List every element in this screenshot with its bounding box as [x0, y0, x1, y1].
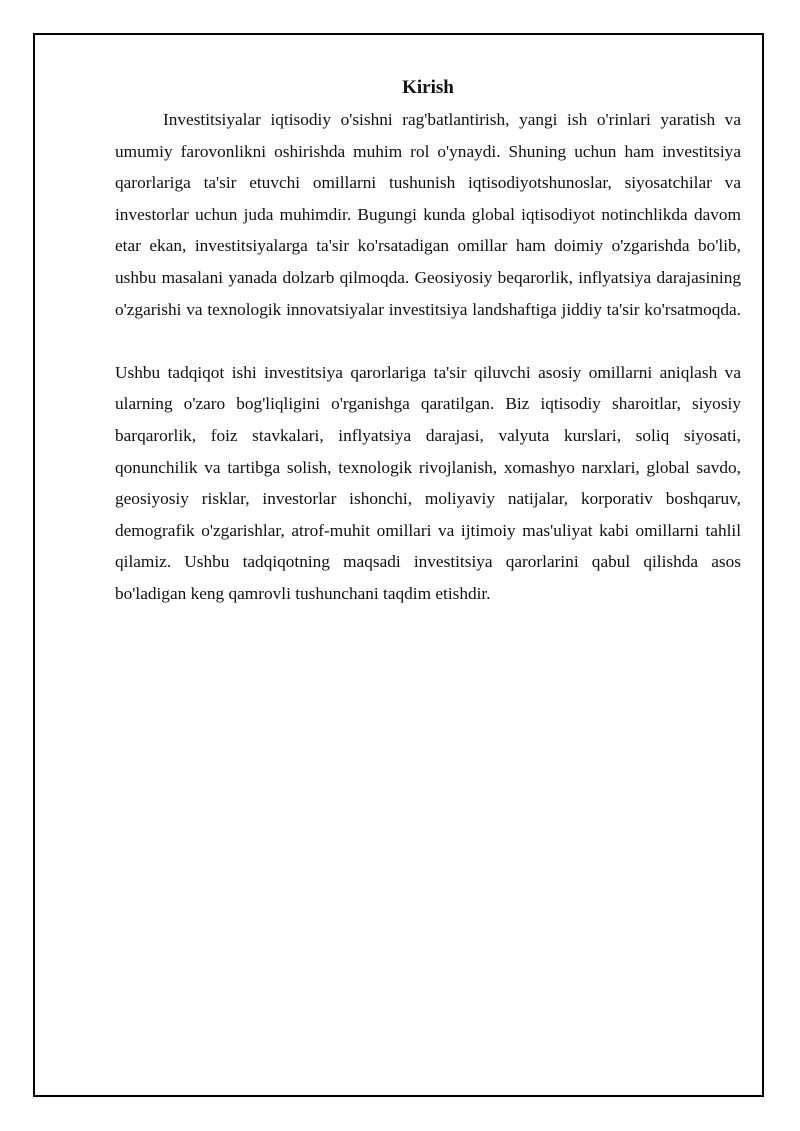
paragraph-research-aim: Ushbu tadqiqot ishi investitsiya qarorlariga ta'sir qiluvchi asosiy omillarni aniqlash va ularning o'zaro bog'liqligini o'rganishga qaratilgan. Biz iqtisodiy sharoitlar, siyosiy barqarorlik, foiz stavkalari, inflyatsiya darajasi, valyuta kurslari, soliq siyosati, qonunchilik va tartibga solish, texnologik rivojlanish, xomashyo narxlari, global savdo, geosiyosiy risklar, investorlar ishonchi, moliyaviy natijalar, korporativ boshqaruv, demografik o'zgarishlar, atrof-muhit omillari va ijtimoiy mas'uliyat kabi omillarni tahlil qilamiz. Ushbu tadqiqotning maqsadi investitsiya qarorlarini qabul qilishda asos bo'ladigan keng qamrovli tushunchani taqdim etishdir.: [115, 362, 741, 603]
document-body: [115, 72, 741, 610]
document-title: Kirish: [402, 77, 454, 98]
paragraph-intro: Investitsiyalar iqtisodiy o'sishni rag'batlantirish, yangi ish o'rinlari yaratish va umumiy farovonlikni oshirishda muhim rol o'ynaydi. Shuning uchun ham investitsiya qarorlariga ta'sir etuvchi omillarni tushunish iqtisodiyotshunoslar, siyosatchilar va investorlar uchun juda muhimdir. Bugungi kunda global iqtisodiyot notinchlikda davom etar ekan, investitsiyalarga ta'sir ko'rsatadigan omillar ham doimiy o'zgarishda bo'lib, ushbu masalani yanada dolzarb qilmoqda. Geosiyosiy beqarorlik, inflyatsiya darajasining o'zgarishi va texnologik innovatsiyalar investitsiya landshaftiga jiddiy ta'sir ko'rsatmoqda.: [115, 110, 741, 319]
paragraph-spacer: [115, 325, 741, 357]
